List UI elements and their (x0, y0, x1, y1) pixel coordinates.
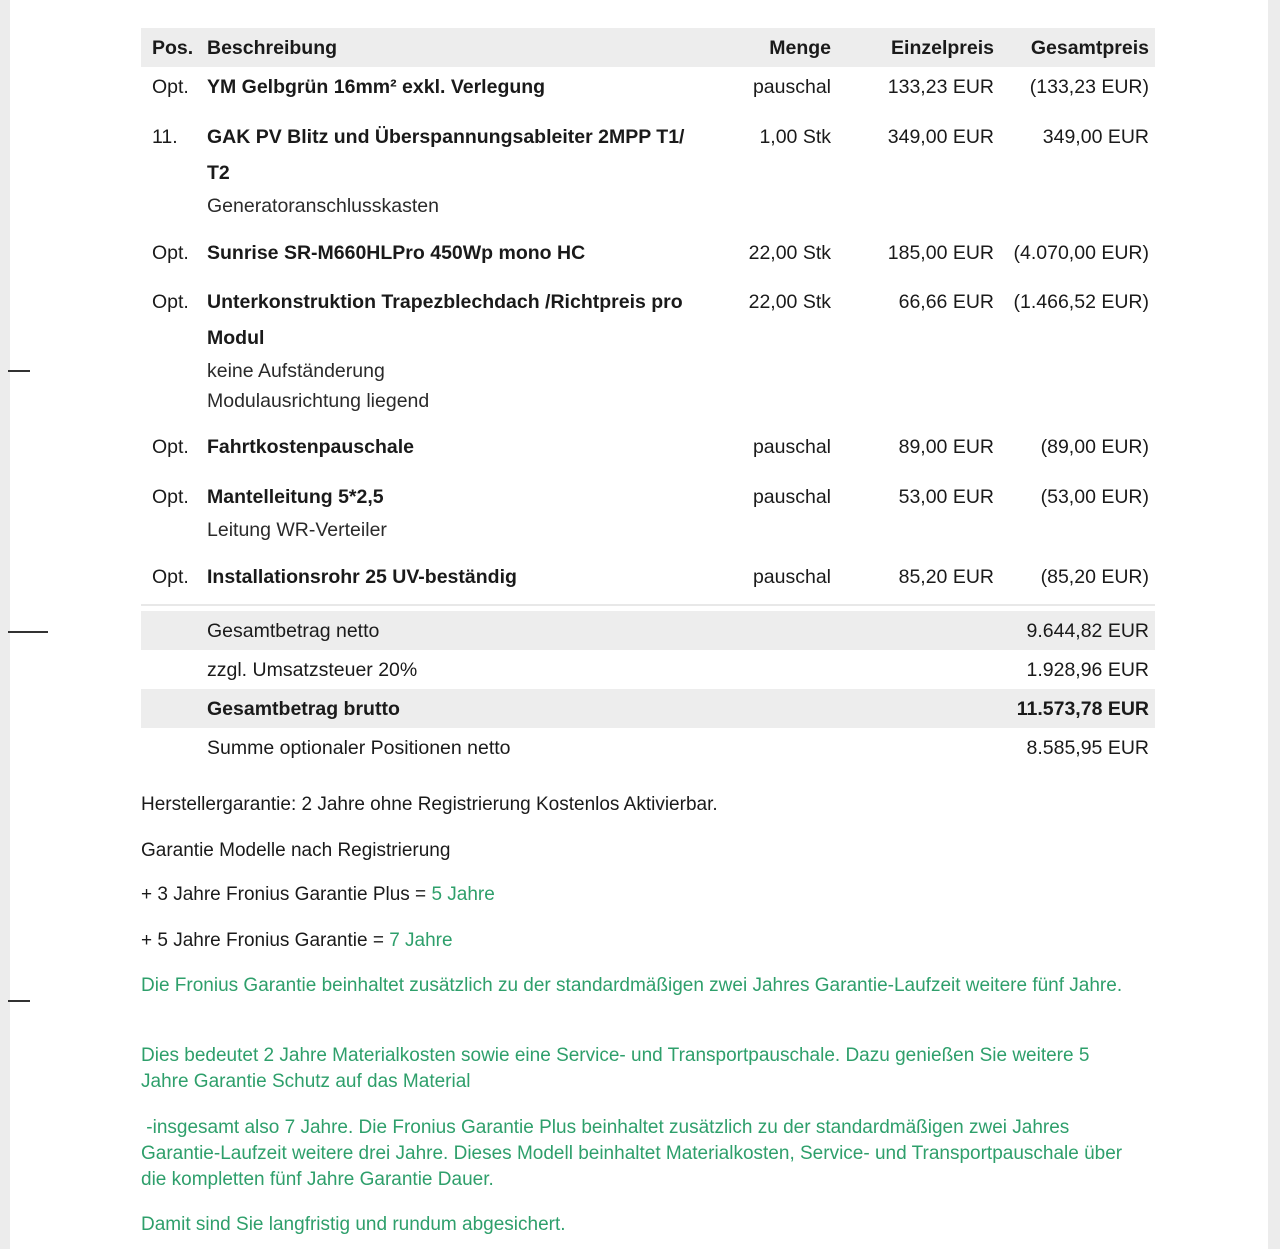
table-row (141, 559, 1155, 604)
row-pos: Opt. (152, 291, 189, 313)
table-row (141, 429, 1155, 474)
summary-label: zzgl. Umsatzsteuer 20% (207, 659, 418, 681)
warranty-plus-years: 5 Jahre (431, 884, 495, 905)
row-quantity: 22,00 Stk (748, 242, 831, 264)
row-pos: 11. (152, 126, 178, 148)
warranty-paragraph: -insgesamt also 7 Jahre. Die Fronius Garantie Plus beinhaltet zusätzlich zu der standardmäßigen zwei Jahres Garantie-Laufzeit weitere drei Jahre. Dieses Modell beinhaltet Materialkosten, Service- und Transportpauschale über die kompletten fünf Jahre Garantie Dauer. (141, 1117, 1128, 1190)
row-title: Unterkonstruktion Trapezblechdach /Richtpreis pro (207, 291, 683, 313)
row-title-continued: T2 (207, 162, 230, 184)
summary-label: Summe optionaler Positionen netto (207, 737, 511, 759)
row-pos: Opt. (152, 486, 189, 508)
warranty-standard-prefix: + 5 Jahre Fronius Garantie = (141, 930, 390, 951)
table-row (141, 119, 1155, 231)
row-unit-price: 53,00 EUR (898, 486, 994, 508)
warranty-closing: Damit sind Sie langfristig und rundum abgesichert. (141, 1214, 566, 1235)
row-subtext: Generatoranschlusskasten (207, 195, 439, 217)
margin-tick-mark (8, 1000, 30, 1002)
warranty-paragraph: Die Fronius Garantie beinhaltet zusätzlich zu der standardmäßigen zwei Jahres Garantie-Laufzeit weitere fünf Jahre. (141, 975, 1123, 996)
row-quantity: pauschal (752, 566, 831, 588)
row-quantity: pauschal (752, 76, 831, 98)
row-pos: Opt. (152, 242, 189, 264)
table-row (141, 479, 1155, 554)
summary-label: Gesamtbetrag brutto (207, 698, 400, 720)
warranty-note: Herstellergarantie: 2 Jahre ohne Registrierung Kostenlos Aktivierbar. (141, 794, 718, 815)
row-total-price: (53,00 EUR) (1040, 486, 1149, 508)
row-unit-price: 85,20 EUR (898, 566, 994, 588)
header-quantity: Menge (769, 37, 831, 59)
row-quantity: pauschal (752, 436, 831, 458)
summary-value: 1.928,96 EUR (1026, 659, 1149, 681)
summary-net-total (141, 611, 1155, 650)
row-total-price: (89,00 EUR) (1040, 436, 1149, 458)
warranty-standard-line (141, 928, 1141, 954)
table-row (141, 284, 1155, 414)
row-subtext: Leitung WR-Verteiler (207, 519, 387, 541)
summary-label: Gesamtbetrag netto (207, 620, 380, 642)
summary-gross-total (141, 689, 1155, 728)
summary-vat (141, 650, 1155, 689)
row-pos: Opt. (152, 76, 189, 98)
row-title: Fahrtkostenpauschale (207, 436, 414, 458)
row-subtext: Modulausrichtung liegend (207, 390, 430, 412)
row-title: GAK PV Blitz und Überspannungsableiter 2MPP T1/ (207, 126, 685, 148)
table-row (141, 235, 1155, 280)
warranty-models-heading: Garantie Modelle nach Registrierung (141, 840, 451, 861)
header-unit-price: Einzelpreis (891, 37, 994, 59)
header-total-price: Gesamtpreis (1030, 37, 1149, 59)
row-total-price: 349,00 EUR (1042, 126, 1149, 148)
row-pos: Opt. (152, 436, 189, 458)
row-quantity: pauschal (752, 486, 831, 508)
row-title: Installationsrohr 25 UV-beständig (207, 566, 517, 588)
summary-value: 11.573,78 EUR (1016, 698, 1149, 720)
summary-value: 8.585,95 EUR (1026, 737, 1149, 759)
row-total-price: (133,23 EUR) (1029, 76, 1149, 98)
summary-optional-net (141, 728, 1155, 767)
warranty-plus-prefix: + 3 Jahre Fronius Garantie Plus = (141, 884, 432, 905)
offer-table (141, 28, 1155, 588)
warranty-paragraph: Dies bedeutet 2 Jahre Materialkosten sowie eine Service- und Transportpauschale. Dazu genießen Sie weitere 5 Jahre Garantie Schutz auf das Material (141, 1045, 1090, 1092)
row-pos: Opt. (152, 566, 189, 588)
row-subtext: keine Aufständerung (207, 360, 385, 382)
page-margin-right (1268, 0, 1280, 1249)
row-unit-price: 133,23 EUR (887, 76, 994, 98)
row-total-price: (1.466,52 EUR) (1013, 291, 1149, 313)
table-divider (141, 604, 1155, 606)
row-quantity: 1,00 Stk (759, 126, 831, 148)
margin-tick-mark (8, 370, 30, 372)
header-pos: Pos. (152, 37, 194, 59)
table-header (141, 28, 1155, 67)
row-unit-price: 185,00 EUR (887, 242, 994, 264)
row-title: Mantelleitung 5*2,5 (207, 486, 384, 508)
page-margin-left (0, 0, 10, 1249)
table-row (141, 69, 1155, 114)
document-page[interactable] (10, 0, 1268, 1249)
row-title: Sunrise SR-M660HLPro 450Wp mono HC (207, 242, 586, 264)
row-total-price: (4.070,00 EUR) (1013, 242, 1149, 264)
row-quantity: 22,00 Stk (748, 291, 831, 313)
row-unit-price: 349,00 EUR (887, 126, 994, 148)
row-title-continued: Modul (207, 327, 265, 349)
row-total-price: (85,20 EUR) (1040, 566, 1149, 588)
row-unit-price: 66,66 EUR (898, 291, 994, 313)
warranty-standard-years: 7 Jahre (389, 930, 453, 951)
row-title: YM Gelbgrün 16mm² exkl. Verlegung (207, 76, 546, 98)
margin-tick-mark (8, 631, 48, 633)
row-unit-price: 89,00 EUR (898, 436, 994, 458)
summary-value: 9.644,82 EUR (1026, 620, 1149, 642)
warranty-plus-line (141, 882, 1141, 908)
header-description: Beschreibung (207, 37, 338, 59)
